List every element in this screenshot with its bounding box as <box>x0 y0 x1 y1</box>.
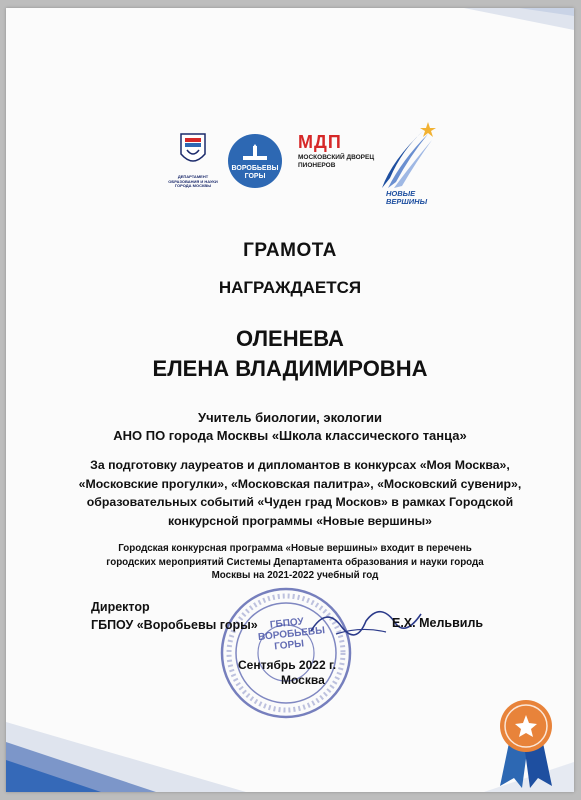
signatory-role: Директор <box>91 600 150 614</box>
signatory-name: Е.Х. Мельвиль <box>392 616 484 630</box>
mdp-text: МОСКОВСКИЙ ДВОРЕЦ ПИОНЕРОВ <box>298 154 375 169</box>
department-logo-text: ДЕПАРТАМЕНТ ОБРАЗОВАНИЯ И НАУКИ ГОРОДА МОСКВЫ <box>168 174 218 188</box>
awarded-label: НАГРАЖДАЕТСЯ <box>218 278 362 297</box>
corner-decoration-bottom <box>6 682 246 792</box>
recipient-position: Учитель биологии, экологии <box>198 410 382 425</box>
stamp-text: ГБПОУ ВОРОБЬЕВЫ ГОРЫ <box>257 616 326 653</box>
vorobyovy-gory-text: ВОРОБЬЕВЫ ГОРЫ <box>231 165 279 180</box>
recipient-given-names: ЕЛЕНА ВЛАДИМИРОВНА <box>152 356 428 381</box>
building-icon <box>235 144 275 164</box>
award-ribbon-icon <box>494 698 558 790</box>
department-emblem-icon <box>178 128 208 170</box>
signatory-organization: ГБПОУ «Воробьевы горы» <box>91 618 258 632</box>
award-reason: За подготовку лауреатов и дипломантов в конкурсах «Моя Москва», «Московские прогулки», «Московская палитра», «Московский сувенир», образовательных событий «Чуден град Москов» в рамках Городской конкурсной программы «Новые вершины» <box>78 458 522 528</box>
signatory-title <box>91 598 258 634</box>
program-note: Городская конкурсная программа «Новые вершины» входит в перечень городских мероприятий Системы Департамента образования и науки города Москвы на 2021-2022 учебный год <box>106 543 484 581</box>
department-logo <box>168 128 218 198</box>
recipient-organization: АНО ПО города Москвы «Школа классического танца» <box>113 428 467 443</box>
certificate-sheet <box>6 8 574 792</box>
corner-decoration-top <box>424 8 574 48</box>
mdp-mark: МДП <box>298 132 342 152</box>
vorobyovy-gory-logo <box>228 134 282 188</box>
new-heights-logo <box>362 120 442 215</box>
recipient-surname: ОЛЕНЕВА <box>236 326 344 351</box>
certificate-title: ГРАМОТА <box>243 240 337 261</box>
star-swoosh-icon <box>362 120 442 190</box>
issue-city: Москва <box>281 673 325 687</box>
logos-row <box>156 120 456 215</box>
issue-date: Сентябрь 2022 г. <box>238 658 337 672</box>
new-heights-text: НОВЫЕ ВЕРШИНЫ <box>386 189 428 206</box>
